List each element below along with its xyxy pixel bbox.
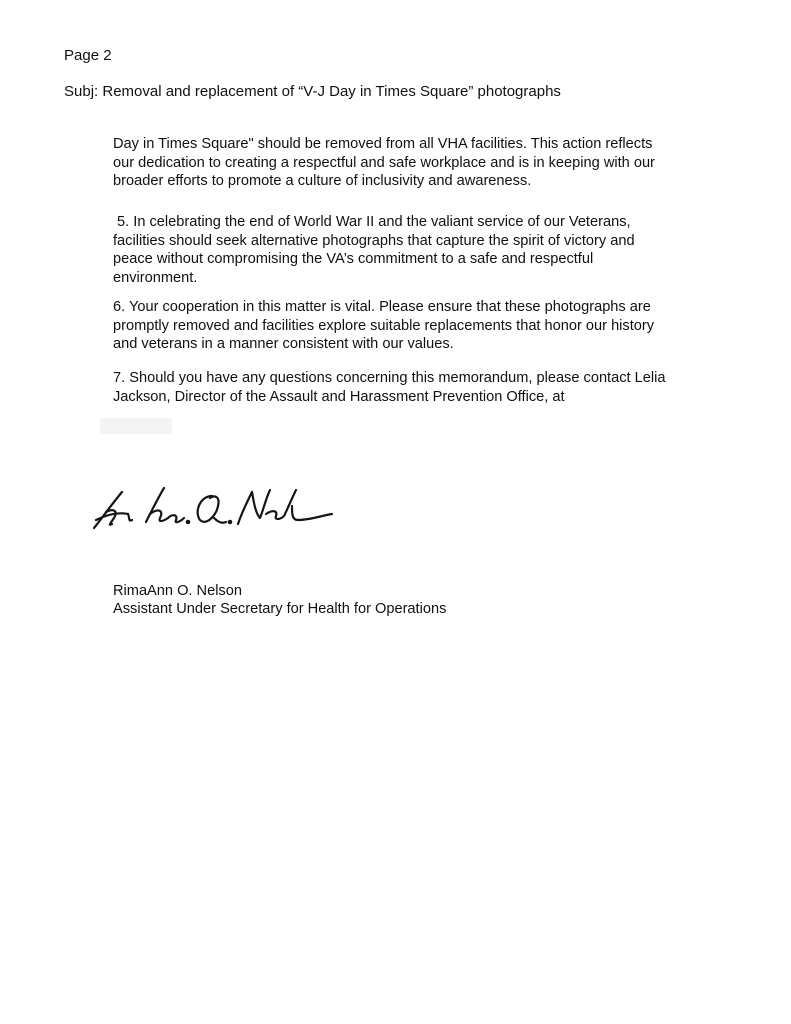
text-line: facilities should seek alternative photographs that capture the spirit of victory and [113, 232, 635, 249]
text-line: promptly removed and facilities explore suitable replacements that honor our history [113, 317, 655, 334]
redacted-contact [100, 418, 172, 434]
paragraph-5 [113, 213, 713, 287]
text-line: Day in Times Square" should be removed from all VHA facilities. This action reflects [113, 136, 653, 152]
text-line: and veterans in a manner consistent with our values. [113, 336, 454, 352]
text-line: Jackson, Director of the Assault and Harassment Prevention Office, at [113, 388, 565, 405]
text-line: 5. In celebrating the end of World War II and the valiant service of our Veterans, [113, 214, 631, 230]
text-line: environment. [113, 269, 198, 286]
signer-name: RimaAnn O. Nelson [113, 583, 242, 599]
text-line: 7. Should you have any questions concerning this memorandum, please contact Lelia [113, 370, 666, 386]
text-line: our dedication to creating a respectful and safe workplace and is in keeping with our [113, 154, 655, 171]
signer-title: Assistant Under Secretary for Health for Operations [113, 601, 447, 617]
paragraph-7 [113, 369, 713, 406]
signature-block [113, 582, 446, 618]
subject-line: Subj: Removal and replacement of “V-J Day in Times Square” photographs [64, 83, 561, 100]
page-number: Page 2 [64, 47, 112, 64]
text-line: peace without compromising the VA’s commitment to a safe and respectful [113, 251, 594, 267]
paragraph-6 [113, 298, 713, 354]
handwritten-signature [88, 478, 338, 538]
text-line: broader efforts to promote a culture of inclusivity and awareness. [113, 173, 532, 189]
text-line: 6. Your cooperation in this matter is vital. Please ensure that these photographs are [113, 299, 651, 315]
paragraph-4-continuation [113, 135, 713, 191]
